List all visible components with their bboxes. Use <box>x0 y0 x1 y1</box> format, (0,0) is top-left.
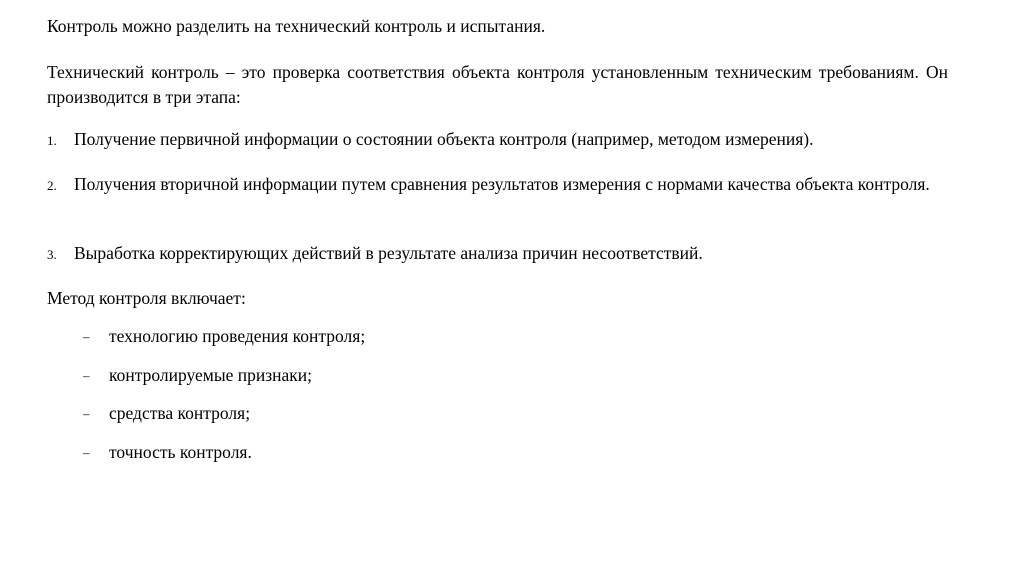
list-item-text: Получение первичной информации о состоянии объекта контроля (например, методом измерения). <box>74 129 814 149</box>
dash-bullet: – <box>83 406 90 421</box>
list-item-text: контролируемые признаки; <box>109 365 312 385</box>
list-number: 3. <box>47 247 57 262</box>
definition-paragraph: Технический контроль – это проверка соответствия объекта контроля установленным техническим требованиям. Он производится в три этапа: <box>47 62 948 107</box>
dash-bullet: – <box>83 329 90 344</box>
bulleted-list-item <box>83 401 250 426</box>
intro-paragraph: Контроль можно разделить на технический контроль и испытания. <box>47 16 546 36</box>
numbered-list-item <box>47 241 948 266</box>
list-item-text: Выработка корректирующих действий в результате анализа причин несоответствий. <box>74 243 703 263</box>
bulleted-list-item <box>83 440 252 465</box>
numbered-list-item <box>47 127 948 152</box>
bulleted-list-item <box>83 363 312 388</box>
numbered-list-item <box>47 172 948 197</box>
list-item-text: точность контроля. <box>109 442 252 462</box>
list-number: 1. <box>47 133 57 148</box>
list-item-text: Получения вторичной информации путем сравнения результатов измерения с нормами качества объекта контроля. <box>74 174 930 194</box>
list-item-text: технологию проведения контроля; <box>109 326 366 346</box>
bulleted-list-item <box>83 324 365 349</box>
list-item-text: средства контроля; <box>109 403 251 423</box>
list-number: 2. <box>47 178 57 193</box>
dash-bullet: – <box>83 445 90 460</box>
dash-bullet: – <box>83 368 90 383</box>
method-heading: Метод контроля включает: <box>47 288 246 308</box>
